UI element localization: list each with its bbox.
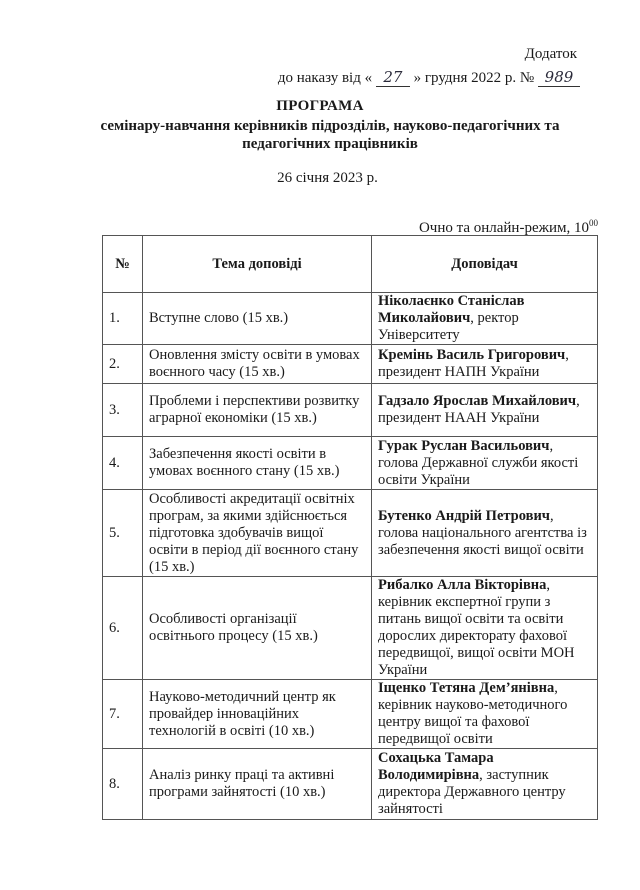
document-title: ПРОГРАМА — [276, 98, 364, 114]
speaker-name: Гадзало Ярослав Михайлович — [378, 393, 577, 409]
speaker-role: , керівник науково-методичного центру вищої та фахової передвищої освіти — [378, 680, 568, 747]
speaker-role: , президент НАПН України — [378, 347, 569, 380]
speaker-role: , керівник експертної групи з питань вищої освіти та освіти дорослих директорату фахової передвищої, вищої освіти МОН України — [378, 577, 575, 678]
table-row — [103, 293, 598, 345]
row-number: 1. — [103, 293, 143, 345]
speaker-name: Сохацька Тамара Володимирівна — [378, 750, 494, 783]
table-header-row — [103, 236, 598, 293]
document-subtitle: семінару-навчання керівників підрозділів, науково-педагогічних та педагогічних працівників — [100, 118, 560, 152]
row-speaker — [372, 293, 598, 345]
row-speaker — [372, 384, 598, 437]
speaker-name: Бутенко Андрій Петрович — [378, 507, 550, 524]
speaker-name: Кремінь Василь Григорович — [378, 347, 566, 363]
event-mode-text: Очно та онлайн-режим, 10 — [418, 220, 589, 236]
speaker-role: , голова національного агентства із забезпечення якості вищої освіти — [378, 507, 587, 558]
program-table — [102, 235, 598, 820]
table-row — [103, 437, 598, 490]
speaker-role: , заступник директора Державного центру зайнятості — [378, 767, 566, 817]
addendum-label: Додаток — [524, 46, 577, 62]
row-number: 5. — [103, 490, 143, 577]
row-speaker — [372, 437, 598, 490]
row-speaker — [372, 749, 598, 820]
event-time-minutes: 00 — [589, 218, 598, 228]
row-speaker — [372, 680, 598, 749]
table-row — [103, 749, 598, 820]
row-number: 2. — [103, 345, 143, 384]
speaker-name: Гурак Руслан Васильович — [378, 437, 550, 454]
row-topic: Особливості організації освітнього процесу (15 хв.) — [143, 577, 372, 680]
row-number: 3. — [103, 384, 143, 437]
row-topic: Аналіз ринку праці та активні програми зайнятості (10 хв.) — [143, 749, 372, 820]
header-speaker: Доповідач — [372, 236, 598, 293]
table-row — [103, 490, 598, 577]
speaker-role: , голова Державної служби якості освіти України — [378, 437, 579, 488]
speaker-name: Іщенко Тетяна Дем’янівна — [378, 680, 555, 696]
speaker-role: , ректор Університету — [378, 310, 519, 343]
row-topic: Вступне слово (15 хв.) — [143, 293, 372, 345]
row-topic: Оновлення змісту освіти в умовах воєнного часу (15 хв.) — [143, 345, 372, 384]
speaker-name: Ніколаєнко Станіслав Миколайович — [378, 293, 525, 326]
event-date: 26 січня 2023 р. — [277, 170, 378, 186]
row-number: 4. — [103, 437, 143, 490]
row-speaker — [372, 490, 598, 577]
order-prefix: до наказу від « — [277, 70, 373, 86]
speaker-name: Рибалко Алла Вікторівна — [378, 577, 547, 593]
header-number: № — [103, 236, 143, 293]
header-topic: Тема доповіді — [143, 236, 372, 293]
order-day-handwritten: 27 — [376, 68, 410, 87]
row-number: 7. — [103, 680, 143, 749]
row-topic: Науково-методичний центр як провайдер інноваційних технологій в освіті (10 хв.) — [143, 680, 372, 749]
row-speaker — [372, 577, 598, 680]
table-row — [103, 680, 598, 749]
row-topic: Проблеми і перспективи розвитку аграрної економіки (15 хв.) — [143, 384, 372, 437]
row-number: 8. — [103, 749, 143, 820]
speaker-role: , президент НААН України — [378, 393, 580, 426]
row-topic: Забезпечення якості освіти в умовах воєнного стану (15 хв.) — [143, 437, 372, 490]
row-speaker — [372, 345, 598, 384]
table-row — [103, 577, 598, 680]
row-topic: Особливості акредитації освітніх програм, за якими здійснюється підготовка здобувачів вищої освіти в період дії воєнного стану (15 хв.) — [143, 490, 372, 577]
order-middle: » грудня 2022 р. № — [413, 70, 535, 86]
table-row — [103, 345, 598, 384]
table-row — [103, 384, 598, 437]
order-number-handwritten: 989 — [538, 68, 580, 87]
row-number: 6. — [103, 577, 143, 680]
order-reference — [278, 68, 580, 87]
